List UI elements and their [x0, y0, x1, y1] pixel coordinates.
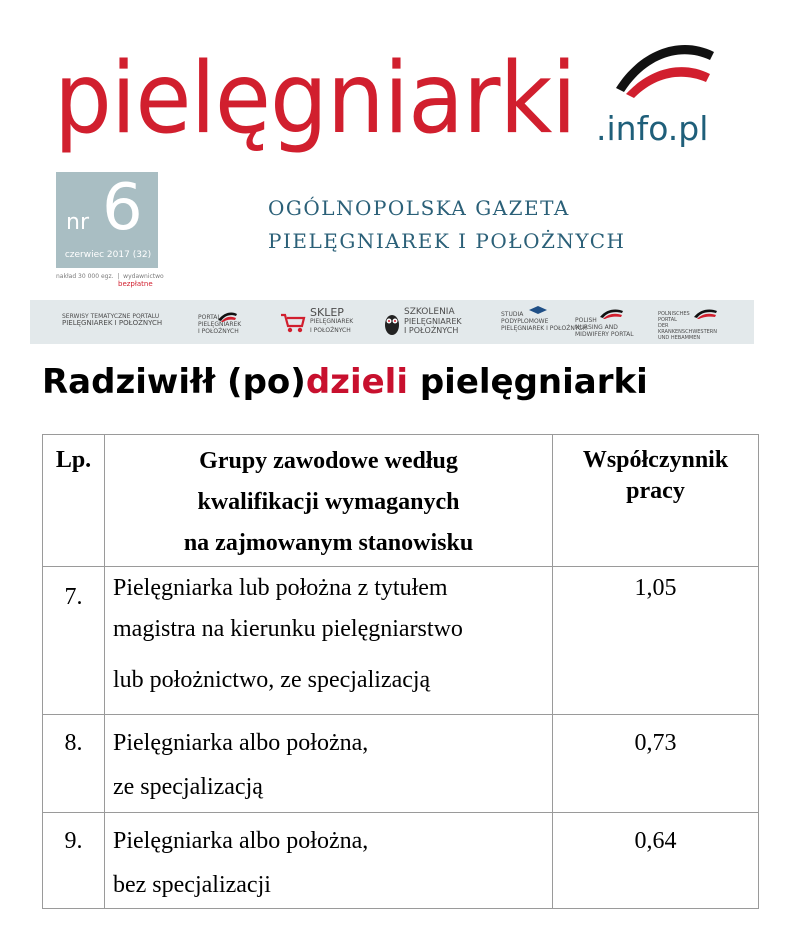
- gazette-title-line1: OGÓLNOPOLSKA GAZETA: [268, 196, 570, 220]
- publisher-label: wydawnictwo: [123, 273, 164, 280]
- issue-date: czerwiec 2017 (32): [64, 250, 152, 260]
- row-lp: 9.: [43, 813, 105, 909]
- masthead: [0, 0, 800, 165]
- strip-item-studia[interactable]: STUDIA PODYPLOMOWE PIELĘGNIAREK I POŁOŻNYCH: [501, 311, 587, 332]
- header-lp: Lp.: [43, 435, 105, 567]
- table-row: [43, 813, 759, 909]
- row-value: 0,73: [553, 715, 759, 813]
- issue-meta: nakład 30 000 egz. | wydawnictwo bezpłatne: [56, 273, 164, 288]
- strip-item-polnisches[interactable]: POLNISCHES PORTAL DER KRANKENSCHWESTERN UND HEBAMMEN: [658, 311, 718, 341]
- issue-number: 6: [102, 171, 143, 245]
- row-lp: 7.: [43, 567, 105, 715]
- gazette-title-line2: PIELĘGNIAREK I POŁOŻNYCH: [268, 229, 626, 253]
- table-header-row: [43, 435, 759, 567]
- issue-nr-label: nr: [66, 210, 89, 235]
- coefficient-table: [42, 434, 759, 909]
- headline-part3: pielęgniarki: [407, 362, 648, 402]
- issue-box: [56, 172, 158, 268]
- row-value: 1,05: [553, 567, 759, 715]
- services-strip: [30, 300, 754, 344]
- strip-item-portal[interactable]: PORTAL PIELĘGNIAREK I POŁOŻNYCH: [198, 314, 242, 335]
- owl-icon: [383, 310, 401, 336]
- gazette-title: [268, 192, 648, 258]
- row-group: Pielęgniarka albo położna, bez specjalizacji: [105, 813, 553, 909]
- cart-icon: [280, 312, 306, 334]
- headline-highlight: dzieli: [305, 362, 408, 402]
- header-coefficient: Współczynnik pracy: [553, 435, 759, 567]
- strip-item-sklep[interactable]: SKLEP PIELĘGNIAREK I POŁOŻNYCH: [310, 306, 354, 334]
- table-row: [43, 567, 759, 715]
- header-group: Grupy zawodowe według kwalifikacji wymaganych na zajmowanym stanowisku: [105, 435, 553, 567]
- headline: [42, 362, 758, 402]
- portal-swoosh-icon: [216, 310, 238, 322]
- row-value: 0,64: [553, 813, 759, 909]
- circulation: nakład 30 000 egz.: [56, 273, 114, 280]
- strip-item-serwisy: SERWISY TEMATYCZNE PORTALU PIELĘGNIAREK I POŁOŻNYCH: [62, 313, 163, 327]
- logo-swoosh-icon: [610, 30, 720, 100]
- row-group: Pielęgniarka lub położna z tytułem magistra na kierunku pielęgniarstwo lub położnictwo, ze specjalizacją: [105, 567, 553, 715]
- strip-item-szkolenia[interactable]: SZKOLENIA PIELĘGNIAREK I POŁOŻNYCH: [404, 307, 462, 335]
- row-lp: 8.: [43, 715, 105, 813]
- logo-domain: .info.pl: [596, 109, 709, 148]
- strip-item-polish[interactable]: POLISH NURSING AND MIDWIFERY PORTAL: [575, 317, 634, 338]
- free-label: bezpłatne: [118, 280, 153, 288]
- table-row: [43, 715, 759, 813]
- row-group: Pielęgniarka albo położna, ze specjalizacją: [105, 715, 553, 813]
- logo-wordmark: pielęgniarki: [54, 42, 576, 156]
- headline-part1: Radziwiłł (po): [42, 362, 306, 402]
